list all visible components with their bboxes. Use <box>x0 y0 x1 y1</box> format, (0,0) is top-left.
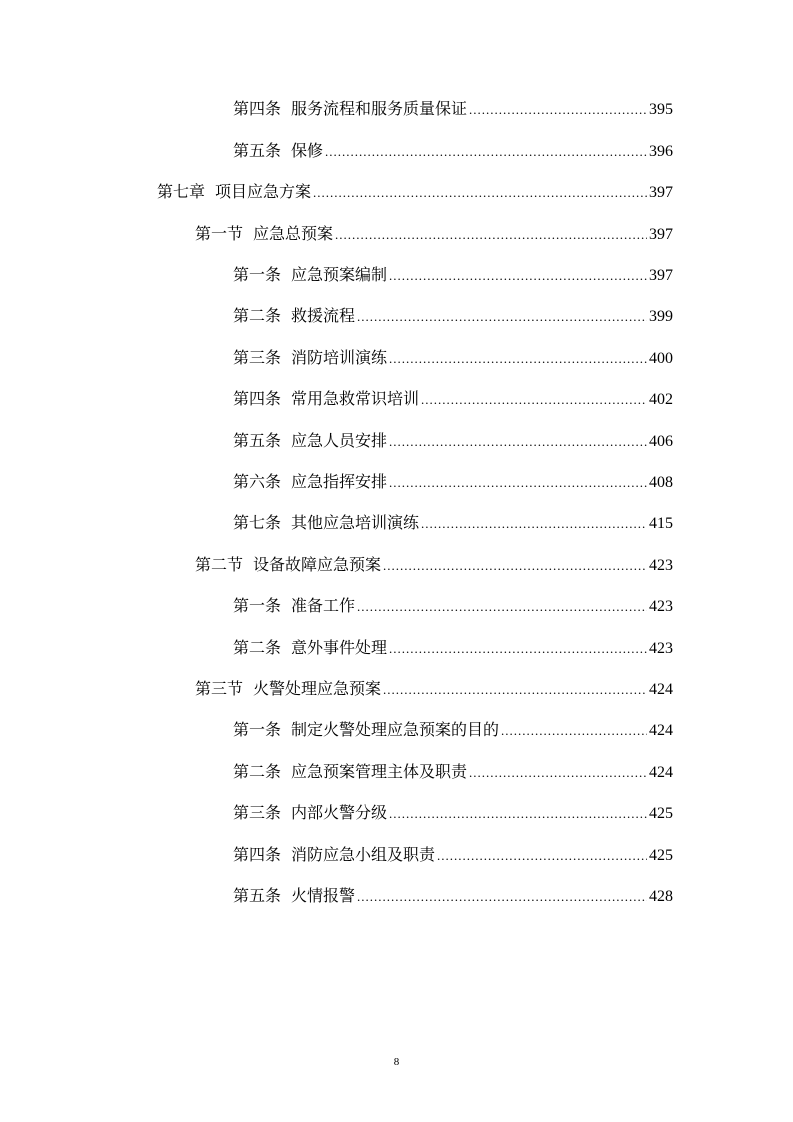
toc-entry[interactable] <box>233 264 673 286</box>
toc-entry-page: 424 <box>649 764 673 781</box>
toc-entry-title: 应急总预案 <box>253 224 334 243</box>
dot-leader <box>383 679 647 701</box>
toc-entry-number: 第一节 <box>195 224 244 243</box>
dot-leader <box>421 513 647 535</box>
toc-entry-page: 402 <box>649 391 673 408</box>
dot-leader <box>469 762 647 784</box>
toc-entry-page: 423 <box>649 598 673 615</box>
dot-leader <box>389 638 647 660</box>
toc-entry-number: 第一条 <box>233 720 282 739</box>
toc-entry-number: 第三条 <box>233 348 282 367</box>
dot-leader <box>313 182 647 204</box>
toc-entry-page: 423 <box>649 557 673 574</box>
toc-entry-title: 应急预案管理主体及职责 <box>291 762 468 781</box>
dot-leader <box>501 720 647 742</box>
dot-leader <box>357 306 647 328</box>
toc-entry[interactable] <box>195 678 673 700</box>
toc-entry-number: 第五条 <box>233 141 282 160</box>
toc-entry[interactable] <box>195 223 673 245</box>
toc-entry-number: 第三节 <box>195 679 244 698</box>
toc-entry[interactable] <box>233 347 673 369</box>
toc-entry[interactable] <box>233 802 673 824</box>
toc-entry-page: 396 <box>649 143 673 160</box>
toc-entry[interactable] <box>233 595 673 617</box>
toc-entry-title: 准备工作 <box>291 596 356 615</box>
dot-leader <box>335 224 647 246</box>
dot-leader <box>383 555 647 577</box>
dot-leader <box>389 472 647 494</box>
toc-entry-page: 424 <box>649 681 673 698</box>
toc-entry-page: 406 <box>649 433 673 450</box>
dot-leader <box>389 348 647 370</box>
toc-entry-title: 消防应急小组及职责 <box>291 845 436 864</box>
toc-entry-title: 制定火警处理应急预案的目的 <box>291 720 500 739</box>
toc-entry-page: 408 <box>649 474 673 491</box>
toc-entry-number: 第五条 <box>233 431 282 450</box>
toc-entry-title: 服务流程和服务质量保证 <box>291 99 468 118</box>
toc-entry-title: 内部火警分级 <box>291 803 388 822</box>
toc-entry-page: 415 <box>649 515 673 532</box>
toc-entry-title: 设备故障应急预案 <box>253 555 382 574</box>
toc-entry[interactable] <box>233 512 673 534</box>
toc-entry[interactable] <box>233 761 673 783</box>
toc-entry[interactable] <box>233 844 673 866</box>
toc-entry-page: 397 <box>649 184 673 201</box>
toc-entry-page: 399 <box>649 308 673 325</box>
toc-entry[interactable] <box>157 181 673 203</box>
toc-entry-page: 395 <box>649 101 673 118</box>
toc-entry-page: 423 <box>649 640 673 657</box>
toc-entry-number: 第二条 <box>233 638 282 657</box>
toc-entry-number: 第五条 <box>233 886 282 905</box>
toc-entry-title: 保修 <box>291 141 324 160</box>
toc-entry-page: 428 <box>649 888 673 905</box>
toc-entry-title: 项目应急方案 <box>215 182 312 201</box>
dot-leader <box>437 845 647 867</box>
toc-entry-page: 397 <box>649 267 673 284</box>
toc-entry[interactable] <box>233 98 673 120</box>
toc-entry[interactable] <box>233 471 673 493</box>
toc-entry-page: 425 <box>649 805 673 822</box>
toc-entry-number: 第二节 <box>195 555 244 574</box>
toc-entry-number: 第二条 <box>233 762 282 781</box>
toc-entry-title: 火情报警 <box>291 886 356 905</box>
toc-entry[interactable] <box>233 388 673 410</box>
toc-entry[interactable] <box>233 885 673 907</box>
toc-entry[interactable] <box>233 140 673 162</box>
toc-entry-title: 应急人员安排 <box>291 431 388 450</box>
toc-entry-page: 425 <box>649 847 673 864</box>
toc-entry-number: 第三条 <box>233 803 282 822</box>
dot-leader <box>325 141 647 163</box>
dot-leader <box>389 803 647 825</box>
toc-entry[interactable] <box>195 554 673 576</box>
dot-leader <box>469 99 647 121</box>
toc-entry-title: 消防培训演练 <box>291 348 388 367</box>
toc-entry-title: 应急预案编制 <box>291 265 388 284</box>
page-number: 8 <box>393 1056 400 1068</box>
toc-entry-number: 第一条 <box>233 596 282 615</box>
toc-entry-number: 第六条 <box>233 472 282 491</box>
toc-entry-title: 火警处理应急预案 <box>253 679 382 698</box>
toc-entry[interactable] <box>233 637 673 659</box>
dot-leader <box>357 596 647 618</box>
toc-entry[interactable] <box>233 719 673 741</box>
toc-entry-number: 第七章 <box>157 182 206 201</box>
dot-leader <box>421 389 647 411</box>
toc-entry-title: 应急指挥安排 <box>291 472 388 491</box>
toc-entry-page: 400 <box>649 350 673 367</box>
toc-entry-title: 其他应急培训演练 <box>291 513 420 532</box>
toc-entry-number: 第二条 <box>233 306 282 325</box>
toc-entry-title: 常用急救常识培训 <box>291 389 420 408</box>
dot-leader <box>389 265 647 287</box>
toc-entry-number: 第四条 <box>233 845 282 864</box>
dot-leader <box>389 431 647 453</box>
toc-entry-number: 第七条 <box>233 513 282 532</box>
toc-entry-page: 397 <box>649 226 673 243</box>
toc-entry-page: 424 <box>649 722 673 739</box>
toc-entry-number: 第四条 <box>233 99 282 118</box>
dot-leader <box>357 886 647 908</box>
toc-entry[interactable] <box>233 305 673 327</box>
toc-entry-title: 意外事件处理 <box>291 638 388 657</box>
toc-entry-number: 第一条 <box>233 265 282 284</box>
toc-entry[interactable] <box>233 430 673 452</box>
toc-entry-title: 救援流程 <box>291 306 356 325</box>
toc-entry-number: 第四条 <box>233 389 282 408</box>
